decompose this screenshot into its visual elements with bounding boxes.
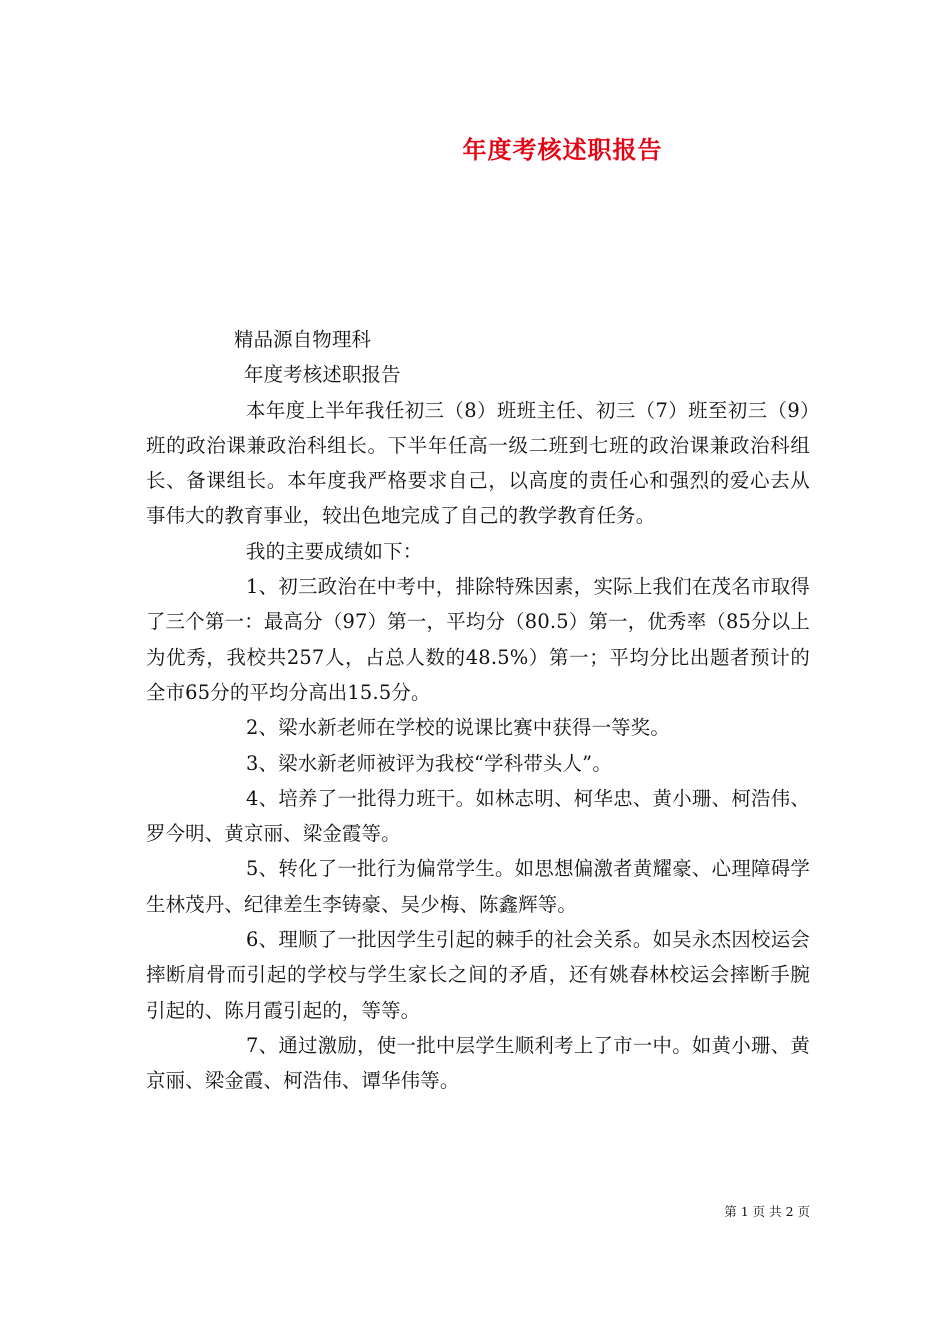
achievements-heading: 我的主要成绩如下： [246,539,423,563]
report-subtitle: 年度考核述职报告 [244,363,401,387]
achievement-item: 7、通过激励，使一批中层学生顺利考上了市一中。如黄小珊、黄京丽、梁金霞、柯浩伟、谭华伟等。 [146,1033,810,1093]
achievement-item: 2、梁水新老师在学校的说课比赛中获得一等奖。 [246,716,670,740]
source-line: 精品源自物理科 [234,328,372,351]
achievement-item: 6、理顺了一批因学生引起的棘手的社会关系。如吴永杰因校运会摔断肩骨而引起的学校与学生家长之间的矛盾，还有姚春林校运会摔断手腕引起的、陈月霞引起的，等等。 [146,928,810,1022]
achievement-item: 1、初三政治在中考中，排除特殊因素，实际上我们在茂名市取得了三个第一：最高分（97）第一，平均分（80.5）第一，优秀率（85分以上为优秀，我校共257人，占总人数的48.5%）第一；平均分比出题者预计的全市65分的平均分高出15.5分。 [146,575,810,704]
achievement-item: 3、梁水新老师被评为我校“学科带头人”。 [246,751,612,775]
achievement-item: 5、转化了一批行为偏常学生。如思想偏激者黄耀豪、心理障碍学生林茂丹、纪律差生李铸豪、吴少梅、陈鑫辉等。 [146,857,810,916]
page-number: 第 1 页 共 2 页 [724,1204,810,1219]
document-title: 年度考核述职报告 [462,135,663,164]
document-body [146,322,810,1099]
intro-paragraph: 本年度上半年我任初三（8）班班主任、初三（7）班至初三（9）班的政治课兼政治科组长。下半年任高一级二班到七班的政治课兼政治科组长、备课组长。本年度我严格要求自己，以高度的责任心和强烈的爱心去从事伟大的教育事业，较出色地完成了自己的教学教育任务。 [146,398,810,528]
achievement-item: 4、培养了一批得力班干。如林志明、柯华忠、黄小珊、柯浩伟、罗今明、黄京丽、梁金霞等。 [146,786,810,846]
